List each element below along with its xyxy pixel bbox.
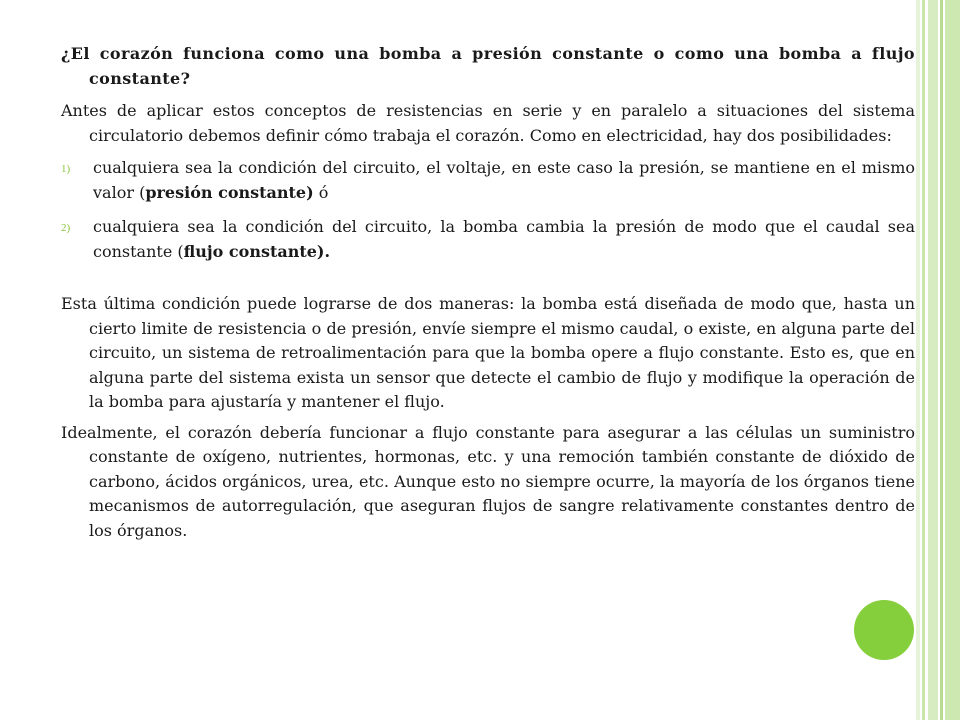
slide-content <box>61 42 915 543</box>
list-text-after: ó <box>313 182 329 202</box>
paragraph-3: Idealmente, el corazón debería funcionar a flujo constante para asegurar a las células un suministro constante de oxígeno, nutrientes, hormonas, etc. y una remoción también constante de dióxido de carbono, ácidos orgánicos, urea, etc. Aunque esto no siempre ocurre, la mayoría de los órganos tiene mecanismos de autorregulación, que aseguran flujos de sangre relativamente constantes dentro de los órganos. <box>61 422 915 540</box>
stripe-5 <box>945 0 960 720</box>
stripe-4 <box>940 0 943 720</box>
stripe-1 <box>916 0 920 720</box>
list-text: cualquiera sea la condición del circuito, la bomba cambia la presión de modo que el caudal sea constante ( <box>93 217 915 261</box>
list-item <box>61 156 915 205</box>
decorative-stripes <box>916 0 960 720</box>
paragraph-2: Esta última condición puede lograrse de dos maneras: la bomba está diseñada de modo que, hasta un cierto limite de resistencia o de presión, envíe siempre el mismo caudal, o existe, en alguna parte del circuito, un sistema de retroalimentación para que la bomba opere a flujo constante. Esto es, que en alguna parte del sistema exista un sensor que detecte el cambio de flujo y modifique la operación de la bomba para ajustaría y mantener el flujo. <box>61 294 915 411</box>
stripe-2 <box>922 0 925 720</box>
list-number: 1) <box>61 163 71 175</box>
decorative-circle <box>854 600 914 660</box>
list-item <box>61 215 915 264</box>
list-bold-text: flujo constante). <box>183 241 331 261</box>
list-bold-text: presión constante) <box>145 182 314 202</box>
list-number: 2) <box>61 222 71 234</box>
slide-title: ¿El corazón funciona como una bomba a presión constante o como una bomba a flujo constante? <box>61 44 915 88</box>
numbered-list <box>61 156 915 264</box>
list-text: cualquiera sea la condición del circuito, el voltaje, en este caso la presión, se mantiene en el mismo valor ( <box>93 158 915 202</box>
stripe-3 <box>928 0 938 720</box>
intro-paragraph: Antes de aplicar estos conceptos de resistencias en serie y en paralelo a situaciones del sistema circulatorio debemos definir cómo trabaja el corazón. Como en electricidad, hay dos posibilidades: <box>61 101 915 145</box>
